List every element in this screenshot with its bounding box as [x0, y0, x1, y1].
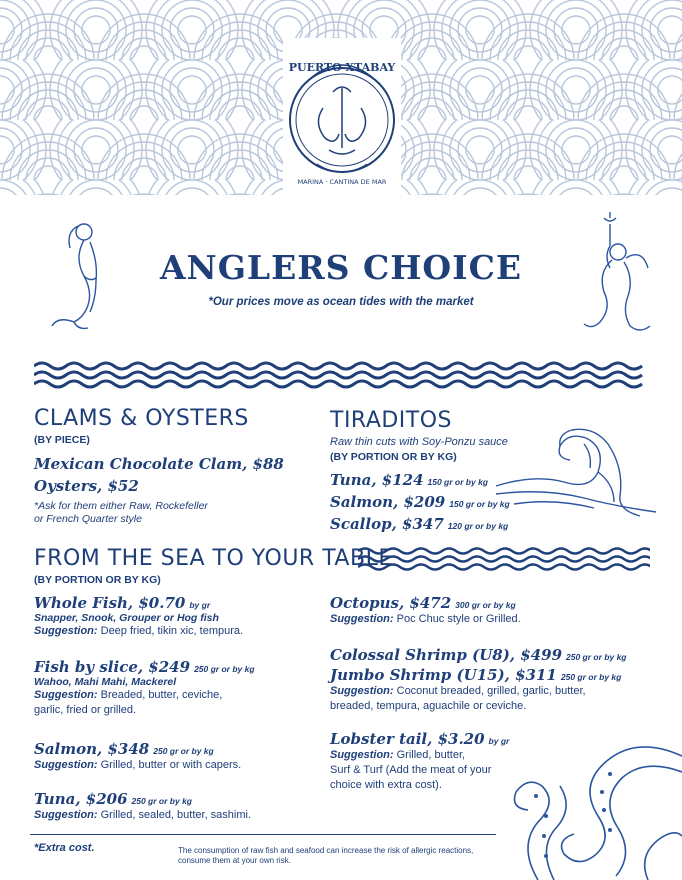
section-title-tiraditos: TIRADITOS — [330, 408, 453, 433]
raw-food-disclaimer: The consumption of raw fish and seafood can increase the risk of allergic reactions, consume them at your own risk. — [178, 846, 474, 865]
menu-item-oysters: Oysters, $52 — [34, 477, 139, 495]
tiraditos-subtitle: Raw thin cuts with Soy-Ponzu sauce — [330, 436, 508, 448]
logo-emblem — [283, 38, 401, 196]
menu-item-clam: Mexican Chocolate Clam, $88 — [34, 455, 284, 473]
footer-divider — [30, 834, 496, 835]
clams-note: *Ask for them either Raw, Rockefeller or French Quarter style — [34, 500, 208, 525]
svg-text:PUERTO XTABAY: PUERTO XTABAY — [288, 61, 396, 74]
logo-subtitle: MARINA · CANTINA DE MAR — [297, 178, 387, 186]
price-tagline: *Our prices move as ocean tides with the market — [208, 296, 474, 308]
mermaid-illustration — [44, 218, 126, 333]
sea-item-octopus: Octopus, $472 300 gr or by kg Suggestion: Poc Chuc style or Grilled. — [330, 594, 521, 625]
clams-unit: (BY PIECE) — [34, 434, 90, 446]
menu-item-salmon-tiradito: Salmon, $209 150 gr or by kg — [330, 493, 510, 511]
menu-item-tuna-tiradito: Tuna, $124 150 gr or by kg — [330, 471, 488, 489]
section-title-clams: CLAMS & OYSTERS — [34, 406, 249, 431]
sea-item-salmon: Salmon, $348 250 gr or by kg Suggestion: Grilled, butter or with capers. — [34, 740, 242, 771]
sea-item-jumbo-shrimp: Jumbo Shrimp (U15), $311 250 gr or by kg Suggestion: Coconut breaded, grilled, garlic, butter, breaded, tempura, aguachile or ceviche. — [330, 666, 622, 712]
sea-unit: (BY PORTION OR BY KG) — [34, 574, 161, 586]
page-title: ANGLERS CHOICE — [159, 248, 523, 287]
sea-item-tuna: Tuna, $206 250 gr or by kg Suggestion: Grilled, sealed, butter, sashimi. — [34, 790, 252, 821]
ocean-wave-illustration — [494, 424, 664, 522]
extra-cost-note: *Extra cost. — [34, 842, 95, 854]
wave-divider-small — [358, 546, 650, 572]
sea-item-whole-fish: Whole Fish, $0.70 by gr Snapper, Snook, Grouper or Hog fish Suggestion: Deep fried, tikin xic, tempura. — [34, 594, 244, 637]
wave-divider — [34, 360, 648, 390]
octopus-tentacle-illustration — [498, 736, 682, 880]
menu-item-scallop-tiradito: Scallop, $347 120 gr or by kg — [330, 515, 509, 533]
sea-item-colossal-shrimp: Colossal Shrimp (U8), $499 250 gr or by kg — [330, 646, 627, 664]
section-title-sea: FROM THE SEA TO YOUR TABLE — [34, 546, 393, 571]
sea-item-fish-slice: Fish by slice, $249 250 gr or by kg Wahoo, Mahi Mahi, Mackerel Suggestion: Breaded, butter, ceviche, garlic, fried or grilled. — [34, 658, 255, 716]
trident-merman-illustration — [570, 212, 662, 337]
tiraditos-unit: (BY PORTION OR BY KG) — [330, 451, 457, 463]
sea-item-lobster: Lobster tail, $3.20 by gr Suggestion: Grilled, butter, Surf & Turf (Add the meat of your choice with extra cost). — [330, 730, 510, 791]
